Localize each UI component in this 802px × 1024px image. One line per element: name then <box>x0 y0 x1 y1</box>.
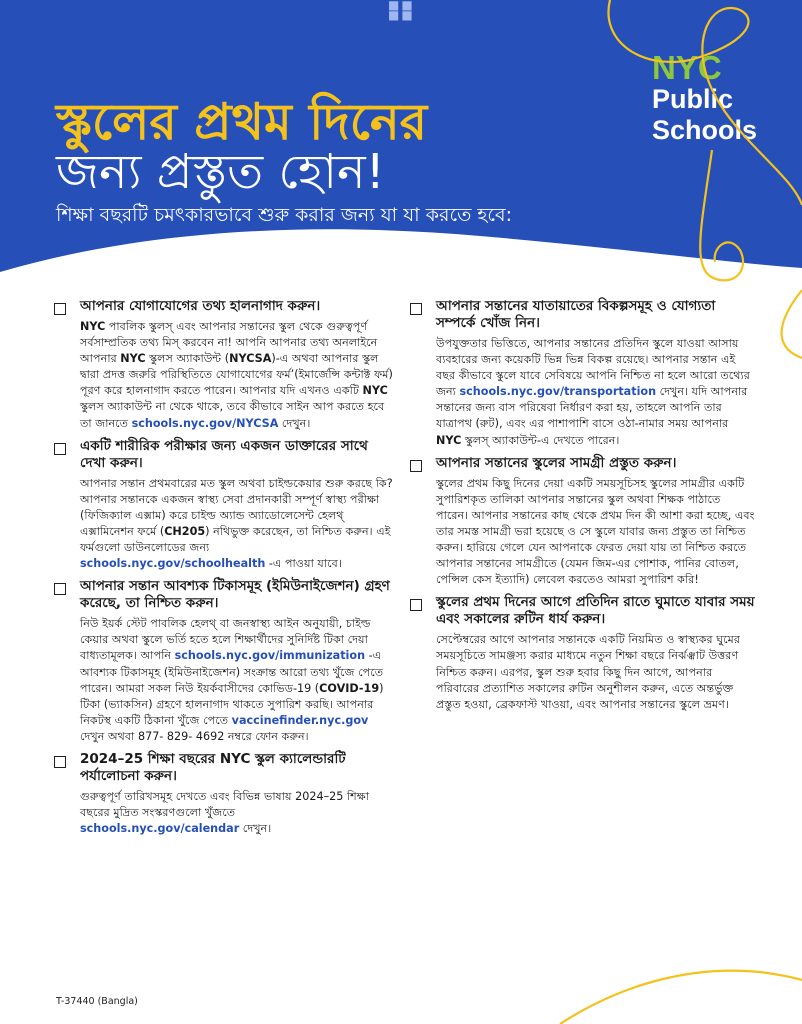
item-title: 2024–25 শিক্ষা বছরের NYC স্কুল ক্যালেন্ডারটি পর্যালোচনা করুন। <box>80 750 346 784</box>
checkbox-icon[interactable] <box>54 303 66 315</box>
checkbox-icon[interactable] <box>54 583 66 595</box>
link[interactable]: schools.nyc.gov/NYCSA <box>131 416 279 430</box>
body-text: -এ আবশ্যক টিকাসমূহ (ইমিউনাইজেশন) সংক্রান্ত আরো তথ্য খুঁজে পেতে পারেন। আমরা সকল নিউ ইয়র্কবাসীদের কোভিড-19 ( <box>80 649 384 695</box>
item-body <box>436 632 755 712</box>
checklist-item-immunization <box>54 578 394 745</box>
checklist-item-transportation <box>410 298 755 449</box>
body-text: স্কুলস অ্যাকাউন্ট ( <box>145 352 230 366</box>
decorative-dots: ■■ ■■ <box>388 0 415 22</box>
body-text: স্কুলের প্রথম কিছু দিনের দেয়া একটি সময়সূচিসহ স্কুলের সামগ্রীর একটি সুপারিশকৃত তালিকা আপনার সন্তানের স্কুল অথবা শিক্ষক পাঠাতে পারেন। আপনার সন্তানের কাছ থেকে প্রথম দিন কী আশা করা হচ্ছে, এবং তার সমস্ত সামগ্রী ভরা হয়েছে ও সে স্কুলে যাবার জন্য প্রস্তুত তা নিশ্চিত করুন। হারিয়ে গেলে যেন আপনাকে ফেরত দেয়া যায় তা নিশ্চিত করতে আপনার সন্তানের সামগ্রীতে (যেমন জিম-এর পোশাক, পানির বোতল, পেন্সিল কেস ইত্যাদি) লেবেল করতেও আমরা সুপারিশ করি! <box>436 476 755 587</box>
checklist-item-physical-exam <box>54 438 394 573</box>
checklist-item-contact-info <box>54 298 394 432</box>
logo-line-schools: Schools <box>652 115 758 145</box>
body-text: দেখুন অথবা 877- 829- 4692 নম্বরে ফোন করুন। <box>80 729 309 743</box>
body-text: ) নথিভুক্ত করেছেন, তা নিশ্চিত করুন। এই ফর্মগুলো ডাউনলোডের জন্য <box>80 524 391 555</box>
link[interactable]: schools.nyc.gov/schoolhealth <box>80 557 266 571</box>
item-body <box>80 319 394 432</box>
link[interactable]: vaccinefinder.nyc.gov <box>231 713 369 727</box>
bold-text: NYC <box>80 320 106 333</box>
link[interactable]: schools.nyc.gov/transportation <box>459 385 657 399</box>
item-body <box>436 336 755 449</box>
body-text: ) টিকা (ভ্যাকসিন) গ্রহণে হালনাগাদ থাকতে সুপারিশ করছি। আপনার নিকটস্থ একটি ঠিকানা খুঁজে পেতে <box>80 681 384 727</box>
body-text: -এ পাওয়া যাবে। <box>265 557 342 571</box>
checkbox-icon[interactable] <box>410 303 422 315</box>
body-text: নিউ ইয়র্ক স্টেট পাবলিক হেলথ্ বা জনস্বাস্থ্য আইন অনুযায়ী, চাইল্ড কেয়ার অথবা স্কুলে ভর্তি হতে হলে শিক্ষার্থীদের সুনির্দিষ্ট টিকা দেয়া বাধ্যতামূলক। আপনি <box>80 617 371 663</box>
nyc-public-schools-logo <box>652 52 762 144</box>
logo-nyc-text: NYC <box>652 52 722 82</box>
item-title: আপনার সন্তানের স্কুলের সামগ্রী প্রস্তুত করুন। <box>436 454 677 471</box>
body-text: দেখুন। <box>278 416 311 430</box>
body-text: স্কুলস অ্যাকাউন্ট না থেকে থাকে, তবে কীভাবে সাইন আপ করতে হবে তা জানতে <box>80 400 385 430</box>
body-text: দেখুন। যদি আপনার সন্তানের জন্য বাস পরিষেবা নির্ধারণ করা হয়, তাহলে আপনি তার যাত্রাপথ (রুট), এবং এর পাশাপাশি বাসে ওঠা-নামার সময় আপনার <box>436 385 748 431</box>
bold-text: NYC <box>120 352 146 366</box>
item-body <box>436 476 755 589</box>
item-title: আপনার সন্তান আবশ্যক টিকাসমূহ (ইমিউনাইজেশন) গ্রহণ করেছে, তা নিশ্চিত করুন। <box>80 578 390 612</box>
checkbox-icon[interactable] <box>54 443 66 455</box>
bold-text: COVID-19 <box>319 681 380 695</box>
body-text: স্কুলস্ অ্যাকাউন্ট-এ দেখতে পারেন। <box>461 433 620 447</box>
checklist-item-school-supplies <box>410 455 755 589</box>
body-text: সেপ্টেম্বরের আগে আপনার সন্তানকে একটি নিয়মিত ও স্বাস্থ্যকর ঘুমের সময়সূচিতে সামঞ্জস্য করার মাধ্যমে নতুন শিক্ষা বছরে নির্ঝঞ্ঝাট উত্তরণ নিশ্চিত করুন। এরপর, স্কুল শুরু হবার কিছু দিন আগে, আপনার পরিবারের প্রত্যাশিত সকালের রুটিন অনুশীলন করুন, এতে অন্তর্ভুক্ত প্রস্তুত হওয়া, ব্রেকফাস্ট খাওয়া, এবং আপনার সন্তানের স্কুলে ভ্রমণ। <box>436 633 741 711</box>
item-body <box>80 616 394 745</box>
checkbox-icon[interactable] <box>410 599 422 611</box>
item-body <box>80 476 394 573</box>
bold-text: NYCSA <box>229 352 272 366</box>
nyc-logo-mark <box>652 52 748 82</box>
bold-text: NYC <box>436 433 462 447</box>
page-title-line-2: জন্য প্রস্তুত হোন! <box>56 144 385 200</box>
body-text: পাবলিক স্কুলস্ এবং আপনার সন্তানের স্কুল থেকে গুরুত্বপূর্ণ সর্বসাম্প্রতিক তথ্য মিস্ করবেন না! আপনি আপনার তথ্য অনলাইনে আপনার <box>80 320 378 366</box>
page-subtitle: শিক্ষা বছরটি চমৎকারভাবে শুরু করার জন্য যা যা করতে হবে: <box>56 204 512 226</box>
item-title: স্কুলের প্রথম দিনের আগে প্রতিদিন রাতে ঘুমাতে যাবার সময় এবং সকালের রুটিন ধার্য করুন। <box>436 594 755 628</box>
checkbox-icon[interactable] <box>54 756 66 768</box>
item-title: আপনার সন্তানের যাতায়াতের বিকল্পসমূহ ও যোগ্যতা সম্পর্কে খোঁজ নিন। <box>436 298 716 331</box>
document-code: T-37440 (Bangla) <box>56 996 138 1007</box>
item-title: আপনার যোগাযোগের তথ্য হালনাগাদ করুন। <box>80 298 321 314</box>
body-text: উপযুক্ততার ভিত্তিতে, আপনার সন্তানের প্রতিদিন স্কুলে যাওয়া আসায় ব্যবহারের জন্য কয়েকটি ভিন্ন ভিন্ন বিকল্প রয়েছে। আপনার সন্তান এই বছর কীভাবে স্কুলে যাবে সেবিষয়ে আপনি নিশ্চিত না হলে আরো তথ্যের জন্য <box>436 337 750 399</box>
body-text: দেখুন। <box>239 822 272 836</box>
header-banner <box>0 0 802 300</box>
bold-text: CH205 <box>164 524 206 538</box>
item-title: একটি শারীরিক পরীক্ষার জন্য একজন ডাক্তারের সাথে দেখা করুন। <box>80 437 368 471</box>
body-text: আপনার সন্তান প্রথমবারের মত স্কুল অথবা চাইল্ডকেয়ার শুরু করছে কি? আপনার সন্তানকে একজন স্বাস্থ্য সেবা প্রদানকারী সম্পূর্ণ স্বাস্থ্য পরীক্ষা (ফিজিক্যাল এক্সাম) করে চাইল্ড অ্যান্ড অ্যাডোলেসেন্ট হেলথ্ এক্সামিনেশন ফর্মে ( <box>80 476 393 538</box>
item-body <box>80 789 394 837</box>
body-text: গুরুত্বপূর্ণ তারিখসমূহ দেখতে এবং বিভিন্ন ভাষায় 2024–25 শিক্ষা বছরের মুদ্রিত সংস্করণগুলো খুঁজতে <box>80 789 370 820</box>
page-title-line-1: স্কুলের প্রথম দিনের <box>56 93 428 151</box>
checkbox-icon[interactable] <box>410 460 422 472</box>
logo-line-public: Public <box>652 84 734 114</box>
body-text: )-এ অথবা আপনার স্কুল দ্বারা প্রদত্ত জরুরি পরিস্থিতিতে যোগাযোগের ফর্ম’(ইমার্জেন্সি কন্টাক্ট ফর্ম) পূরণ করে হালনাগাদ করতে পারেন। আপনার যদি এখনও একটি <box>80 352 393 398</box>
link[interactable]: schools.nyc.gov/immunization <box>174 649 366 663</box>
link[interactable]: schools.nyc.gov/calendar <box>80 822 240 836</box>
bold-text: NYC <box>362 384 388 398</box>
right-column <box>410 298 755 719</box>
checklist-item-calendar <box>54 751 394 837</box>
left-column <box>54 298 394 843</box>
checklist-item-bedtime-routine <box>410 594 755 712</box>
